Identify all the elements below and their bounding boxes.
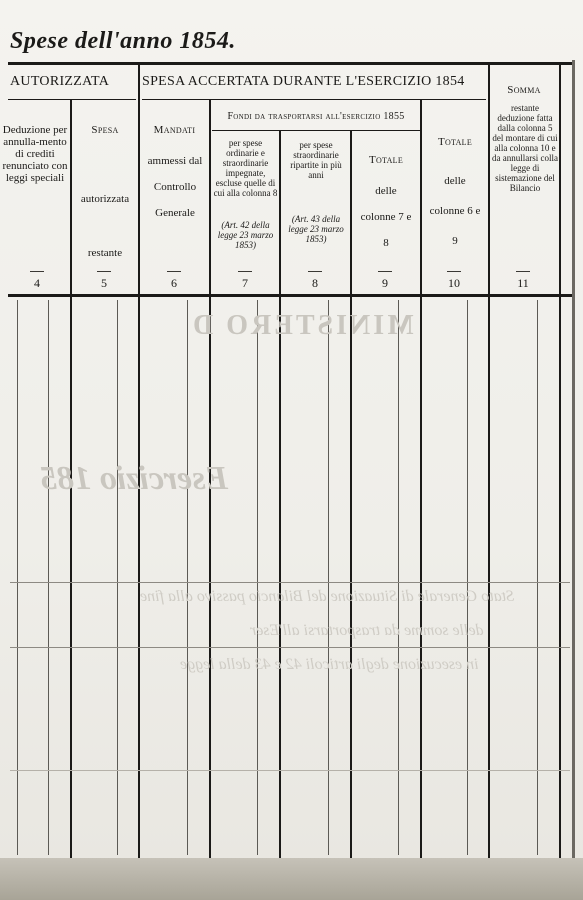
col8-ref: (Art. 43 della legge 23 marzo 1853) xyxy=(288,214,344,244)
col6-title: Mandati xyxy=(153,124,196,136)
group-autorizzata: AUTORIZZATA xyxy=(10,74,110,89)
col4-header: Deduzione per annulla-mento di crediti renunciato con leggi speciali xyxy=(2,124,68,184)
group-fondi: Fondi da trasportarsi all'esercizio 1855 xyxy=(227,111,405,122)
col10-body: delle colonne 6 e 9 xyxy=(429,175,481,247)
sub-rule-6 xyxy=(398,300,399,855)
col5-number: 5 xyxy=(101,276,107,290)
col11-dash xyxy=(516,271,530,272)
sub-rule-7 xyxy=(467,300,468,855)
col5-dash xyxy=(97,271,111,272)
col9-dash xyxy=(378,271,392,272)
col7-body: per spese ordinarie e straordinarie impegnate, escluse quelle di cui alla colonna 8 xyxy=(213,138,278,198)
show-through-esecuzione: in esecuzione degli articoli 42 e 43 della legge xyxy=(180,656,479,673)
group-brace-line xyxy=(142,99,486,100)
col6-number: 6 xyxy=(171,276,177,290)
show-through-somme: delle somme da trasportarsi all'Eser xyxy=(250,622,484,639)
page-title: Spese dell'anno 1854. xyxy=(10,28,236,54)
sub-rule-2 xyxy=(117,300,118,855)
col10-dash xyxy=(447,271,461,272)
col-rule-f xyxy=(420,100,422,860)
sub-rule-9 xyxy=(17,300,18,855)
col4-dash xyxy=(30,271,44,272)
col10-title: Totale xyxy=(437,136,473,148)
col7-dash xyxy=(238,271,252,272)
col-rule-g xyxy=(488,64,490,860)
col9-number: 9 xyxy=(382,276,388,290)
fondi-underline xyxy=(212,130,420,131)
col-rule-h xyxy=(559,64,561,860)
show-through-stato: Stato Generale di Situazione del Bilancio passivo alla fine xyxy=(140,588,515,605)
col10-number: 10 xyxy=(448,276,460,290)
show-through-esercizio: Esercizio 185 xyxy=(40,460,228,497)
body-hline-2 xyxy=(10,647,570,648)
col11-number: 11 xyxy=(517,276,529,290)
col-rule-d xyxy=(279,131,281,860)
col8-number: 8 xyxy=(312,276,318,290)
col8-dash xyxy=(308,271,322,272)
col7-ref: (Art. 42 della legge 23 marzo 1853) xyxy=(217,220,274,250)
col-rule-e xyxy=(350,131,352,860)
sub-rule-5 xyxy=(328,300,329,855)
col4-number: 4 xyxy=(34,276,40,290)
sub-rule-3 xyxy=(187,300,188,855)
col6-body: ammessi dal Controllo Generale xyxy=(147,155,203,219)
sub-rule-8 xyxy=(537,300,538,855)
right-edge-rule xyxy=(572,60,575,860)
col11-body: restante deduzione fatta dalla colonna 5 del montare di cui alla colonna 10 e da annullarsi colla legge di sistemazione del Bilancio xyxy=(492,103,558,193)
sub-rule-1 xyxy=(48,300,49,855)
group-brace-line-left xyxy=(8,99,136,100)
col5-body: autorizzata restante xyxy=(80,193,130,259)
body-hline-1 xyxy=(10,582,570,583)
col7-number: 7 xyxy=(242,276,248,290)
body-hline-3 xyxy=(10,770,570,771)
col11-title: Somma xyxy=(507,84,541,96)
col8-body: per spese straordinarie ripartite in più anni xyxy=(290,140,342,180)
col5-title: Spesa xyxy=(91,124,119,136)
show-through-ministero: MINISTERO D xyxy=(190,310,414,341)
col9-body: delle colonne 7 e 8 xyxy=(360,185,412,249)
col9-title: Totale xyxy=(368,154,404,166)
page-bottom-band xyxy=(0,858,583,900)
group-spesa-accertata: SPESA ACCERTATA DURANTE L'ESERCIZIO 1854 xyxy=(142,74,465,89)
col6-dash xyxy=(167,271,181,272)
sub-rule-4 xyxy=(257,300,258,855)
